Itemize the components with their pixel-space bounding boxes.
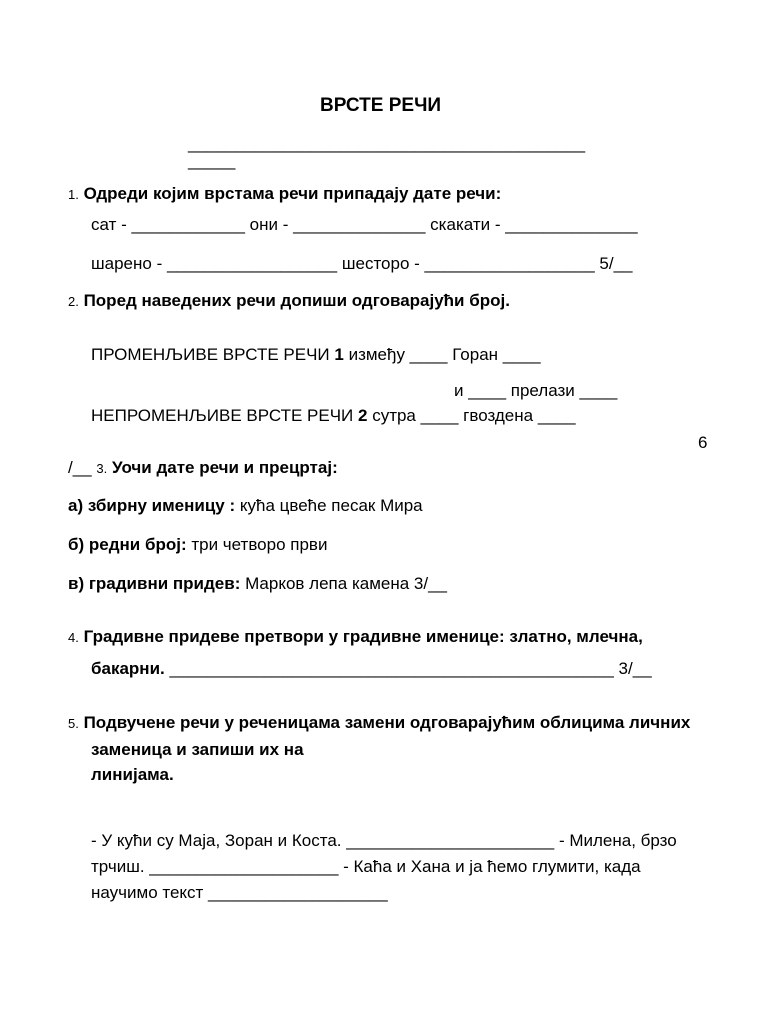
task5-heading-line-3: линијама. [91,765,174,784]
task1-row-2: шарено - __________________ шесторо - __________________ 5/__ [91,254,633,273]
task1-text: Одреди којим врстама речи припадају дате речи: [83,184,502,203]
task2-line-3-number: 2 [358,406,368,425]
task4-line-2-blank: _______________________________________________ 3/__ [164,659,652,678]
task4-line-2 [91,659,652,679]
task2-line-3-label: НЕПРОМЕНЉИВЕ ВРСТЕ РЕЧИ [91,406,358,425]
task2-heading [68,291,510,312]
task2-text: Поред наведених речи допиши одговарајући број. [83,291,510,310]
task5-sentence-2: трчиш. ____________________ - Каћа и Хана и ја ћемо глумити, када [91,857,641,876]
task5-text: Подвучене речи у реченицама замени одговарајућим облицима личних [83,713,691,732]
task1-number: 1. [68,187,79,202]
task4-number: 4. [68,630,79,645]
task2-line-1-words: између ____ Горан ____ [343,345,541,364]
task3-text: Уочи дате речи и прецртај: [111,458,338,477]
task3-item-b [68,535,327,555]
task3-item-a-words: кућа цвеће песак Мира [235,496,423,515]
task3-number: 3. [96,461,108,476]
name-line-continued: _____ [188,151,236,170]
task5-heading [68,713,690,734]
task5-sentence-1: - У кући су Маја, Зоран и Коста. ______________________ - Милена, брзо [91,831,677,850]
task3-score-prefix: /__ [68,458,92,477]
task2-line-1-number: 1 [334,345,344,364]
page-title: ВРСТЕ РЕЧИ [320,95,442,116]
task1-row-1: сат - ____________ они - ______________ скакати - ______________ [91,215,638,234]
task4-text: Градивне придеве претвори у градивне именице: златно, млечна, [83,627,643,646]
task2-score: 6 [698,433,708,452]
task5-number: 5. [68,716,79,731]
name-line: __________________________________________ [188,134,586,153]
task2-line-1 [91,345,541,365]
task3-item-c-label: в) градивни придев: [68,574,241,593]
task2-line-3 [91,406,576,426]
task3-item-b-words: три четворо први [186,535,328,554]
task3-item-c [68,574,447,594]
task4-line-2-word: бакарни. [91,659,165,678]
task3-heading [68,458,338,479]
task3-item-a [68,496,423,516]
task3-item-c-words: Марков лепа камена 3/__ [240,574,447,593]
task3-item-b-label: б) редни број: [68,535,187,554]
task2-line-2: и ____ прелази ____ [454,381,618,400]
task1-heading [68,184,501,205]
task2-line-1-label: ПРОМЕНЉИВЕ ВРСТЕ РЕЧИ [91,345,335,364]
task5-heading-line-2: заменица и запиши их на [91,740,304,759]
task2-line-3-words: сутра ____ гвоздена ____ [367,406,576,425]
task5-sentence-3: научимо текст ___________________ [91,883,388,902]
task3-item-a-label: а) збирну именицу : [68,496,236,515]
task4-heading [68,627,643,648]
task2-number: 2. [68,294,79,309]
